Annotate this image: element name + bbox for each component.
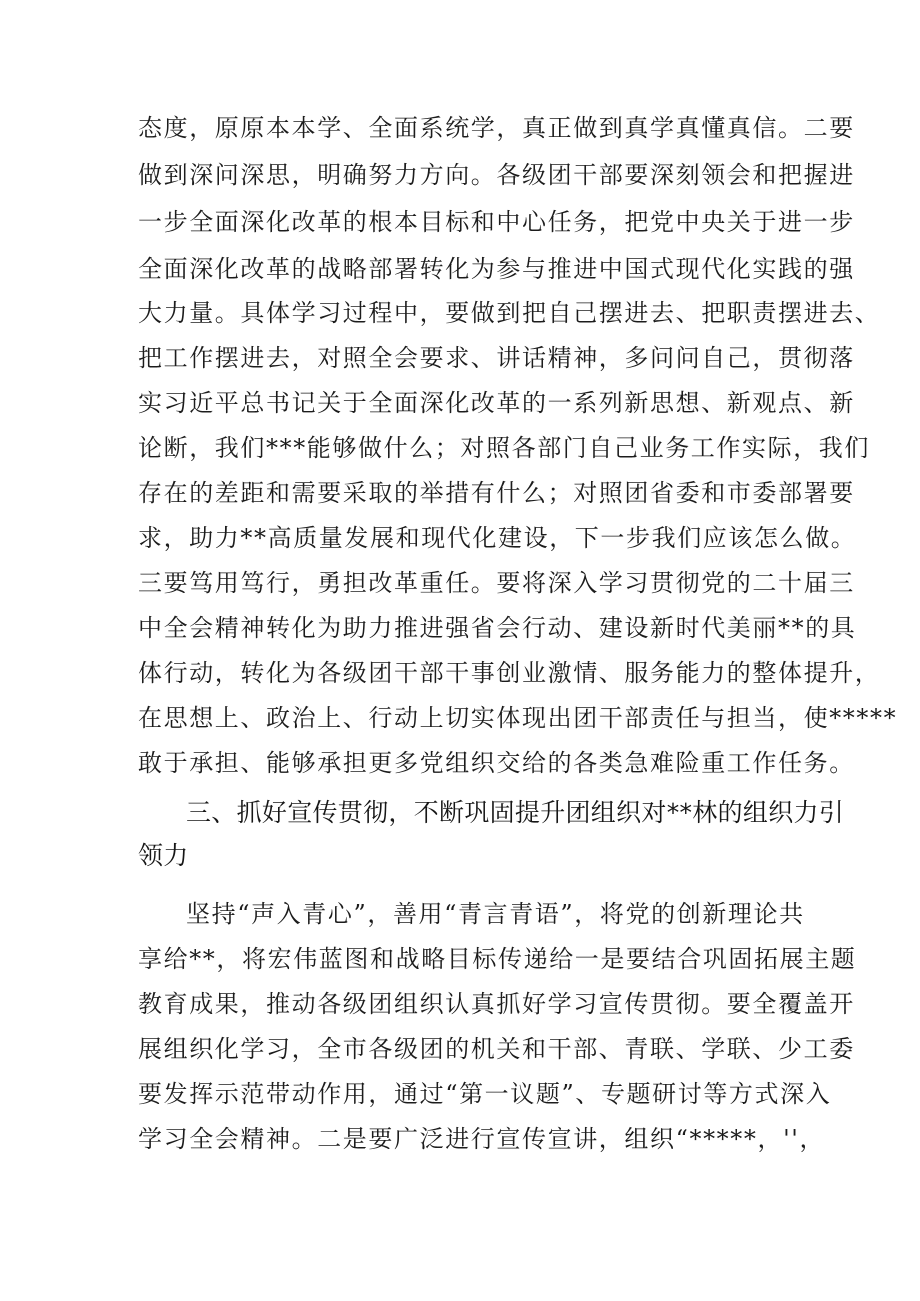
text-line: 要发挥示范带动作用，通过“第一议题”、专题研讨等方式深入 [138, 1080, 832, 1108]
text-line: 论断，我们***能够做什么；对照各部门自己业务工作实际，我们 [138, 434, 870, 462]
text-line: 在思想上、政治上、行动上切实体现出团干部责任与担当，使***** [138, 704, 898, 732]
text-line: 态度，原原本本学、全面系统学，真正做到真学真懂真信。二要 [138, 114, 855, 142]
text-line: 存在的差距和需要采取的举措有什么；对照团省委和市委部署要 [138, 479, 855, 507]
text-line: 学习全会精神。二是要广泛进行宣传宣讲，组织“*****，''， [138, 1125, 826, 1153]
text-line: 三要笃用笃行，勇担改革重任。要将深入学习贯彻党的二十届三 [138, 569, 855, 597]
text-line: 展组织化学习，全市各级团的机关和干部、青联、学联、少工委 [138, 1035, 855, 1063]
text-line: 享给**，将宏伟蓝图和战略目标传递给一是要结合巩固拓展主题 [138, 945, 857, 973]
text-line: 坚持“声入青心”，善用“青言青语”，将党的创新理论共 [186, 900, 805, 928]
text-line: 求，助力**高质量发展和现代化建设，下一步我们应该怎么做。 [138, 524, 857, 552]
text-line: 把工作摆进去，对照全会要求、讲话精神，多问问自己，贯彻落 [138, 344, 855, 372]
text-line: 全面深化改革的战略部署转化为参与推进中国式现代化实践的强 [138, 255, 855, 283]
text-line: 敢于承担、能够承担更多党组织交给的各类急难险重工作任务。 [138, 749, 855, 777]
heading-line: 三、抓好宣传贯彻，不断巩固提升团组织对**林的组织力引 [186, 798, 845, 827]
text-line: 教育成果，推动各级团组织认真抓好学习宣传贯彻。要全覆盖开 [138, 990, 855, 1018]
text-line: 做到深问深思，明确努力方向。各级团干部要深刻领会和把握进 [138, 161, 855, 189]
text-line: 一步全面深化改革的根本目标和中心任务，把党中央关于进一步 [138, 208, 855, 236]
text-line: 实习近平总书记关于全面深化改革的一系列新思想、新观点、新 [138, 389, 855, 417]
text-line: 体行动，转化为各级团干部干事创业激情、服务能力的整体提升， [138, 659, 881, 687]
text-line: 大力量。具体学习过程中，要做到把自己摆进去、把职责摆进去、 [138, 299, 881, 327]
text-line: 中全会精神转化为助力推进强省会行动、建设新时代美丽**的具 [138, 614, 857, 642]
heading-line: 领力 [138, 841, 189, 870]
